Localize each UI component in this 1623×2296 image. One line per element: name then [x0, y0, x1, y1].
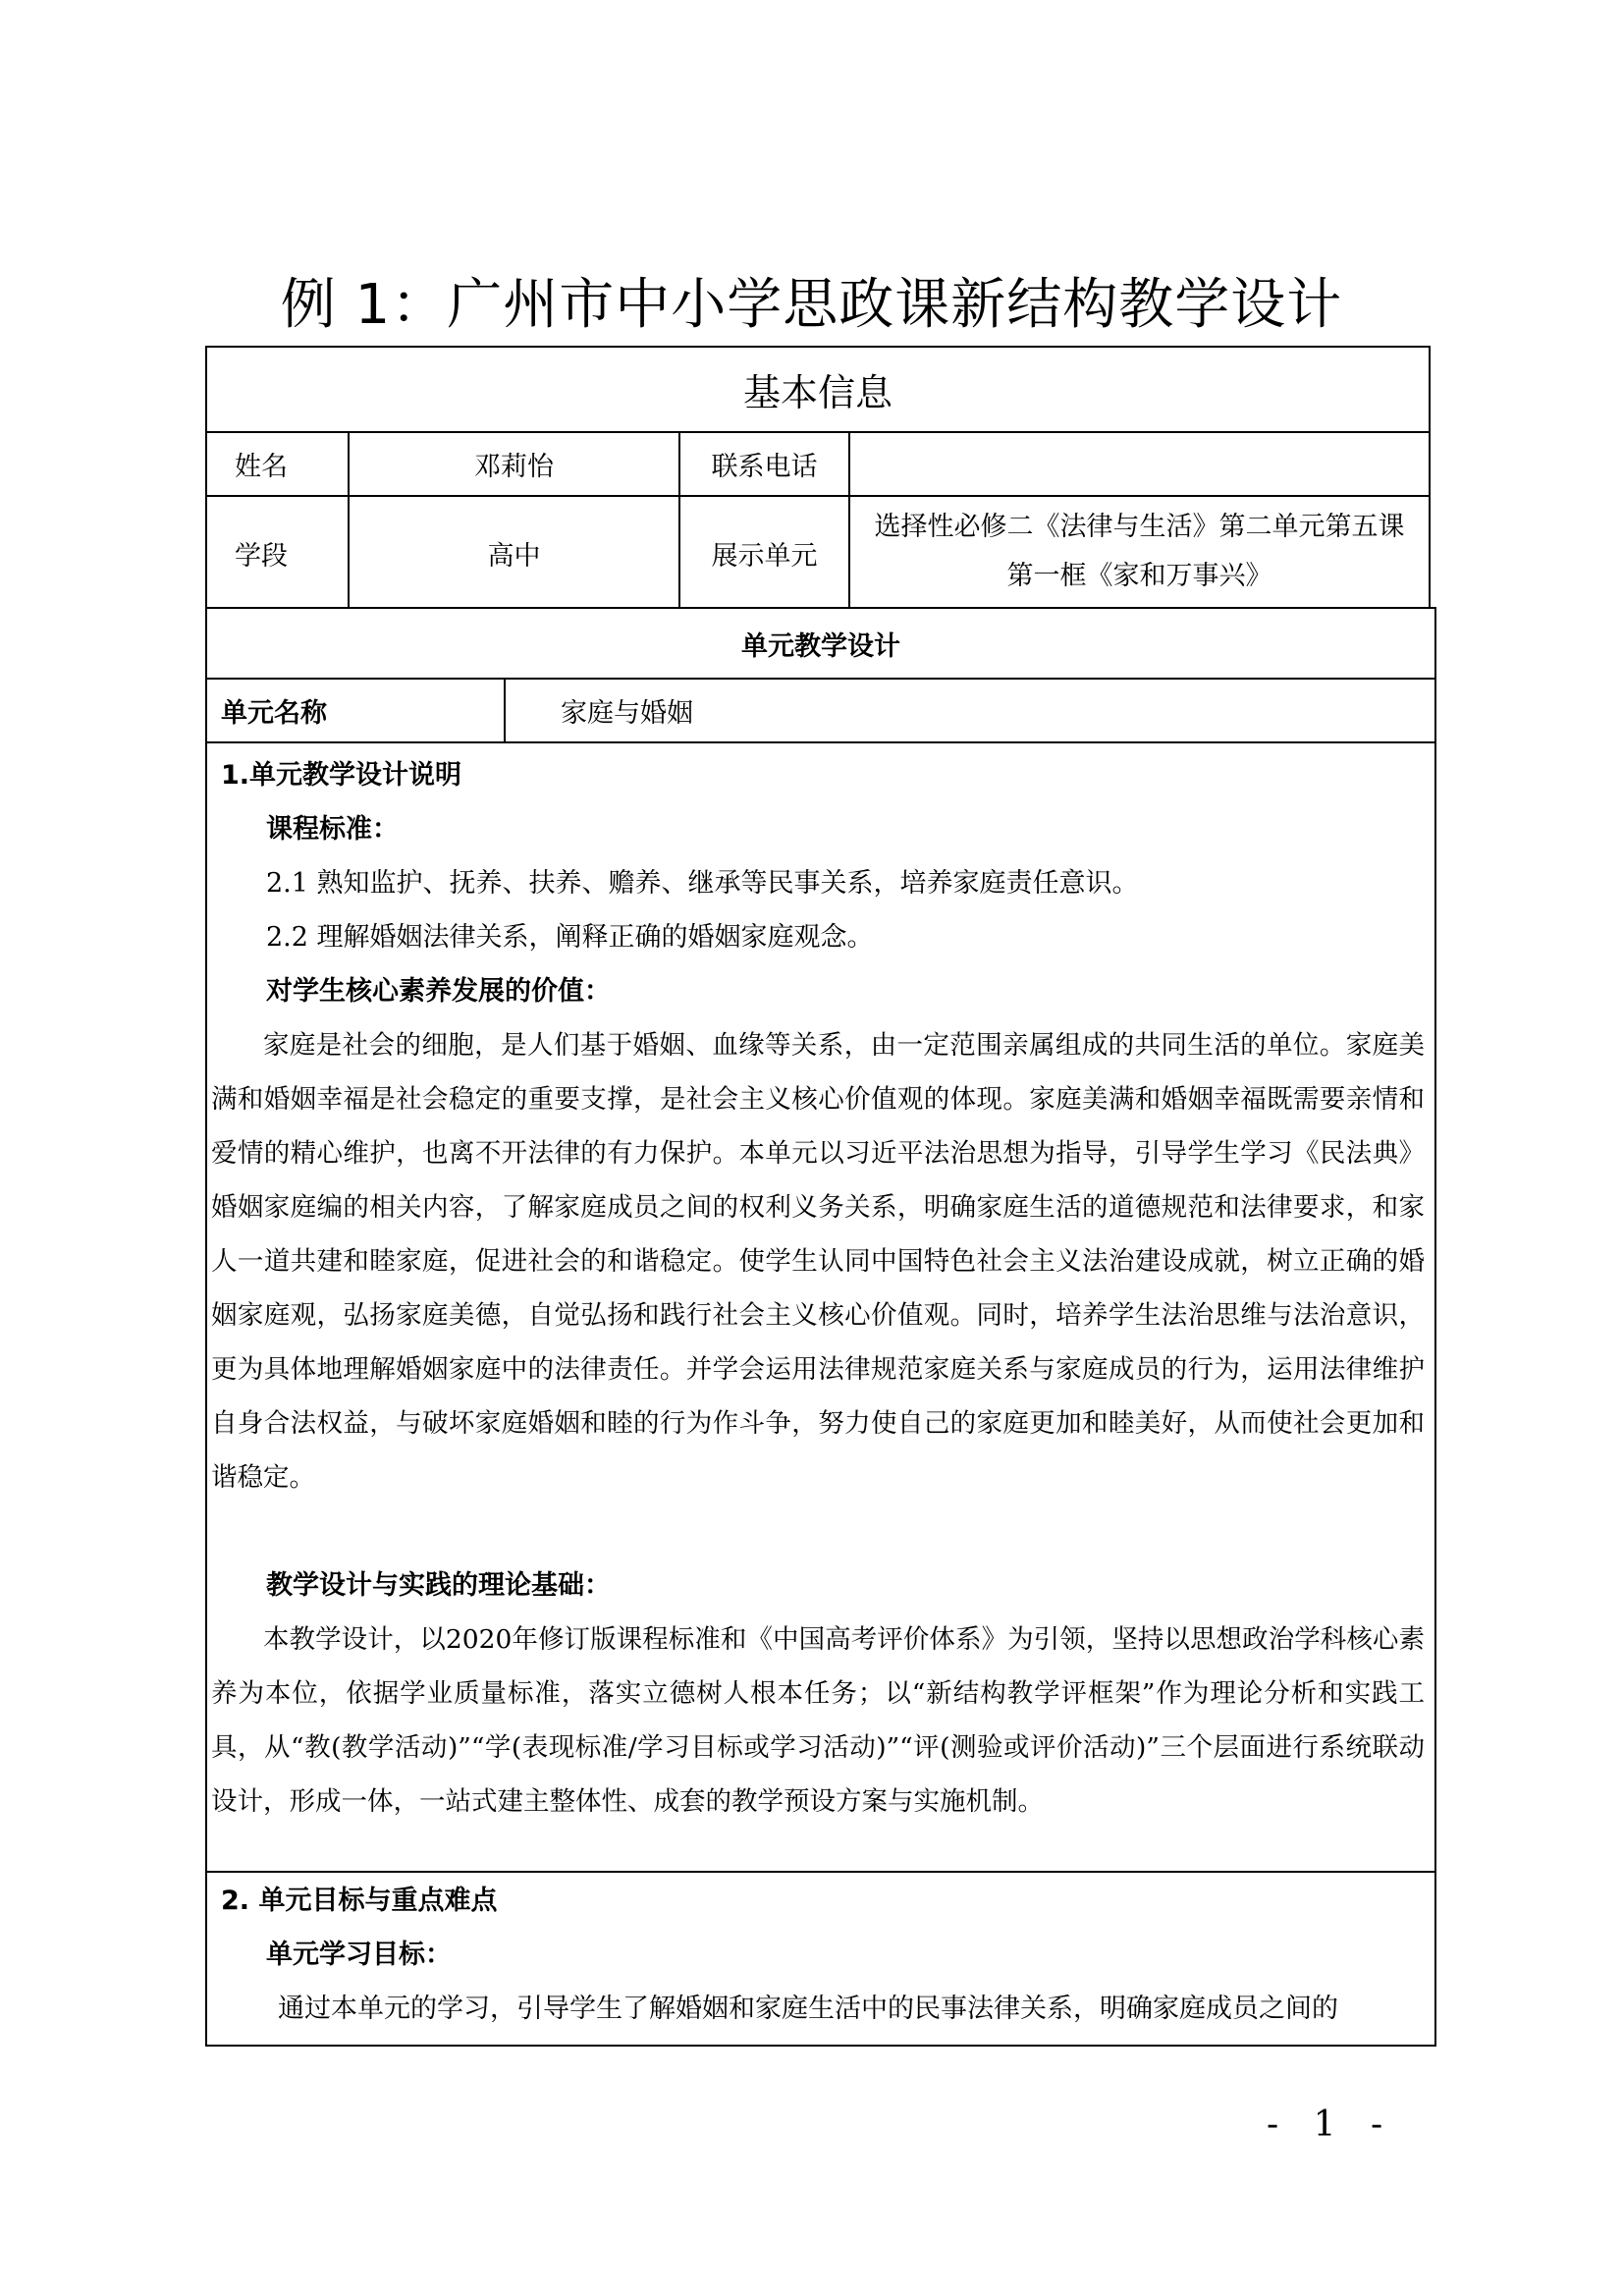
stage-label-text: 学段 [235, 540, 288, 572]
page-number: - 1 - [1267, 2105, 1395, 2145]
stage-value-text: 高中 [487, 540, 541, 572]
unit-design-heading: 单元教学设计 [741, 630, 900, 662]
standard-heading: 课程标准： [266, 814, 399, 845]
name-label [207, 433, 315, 495]
standard-item-2: 2.2 理解婚姻法律关系，阐释正确的婚姻家庭观念。 [266, 922, 874, 953]
phone-label [680, 433, 848, 495]
goal-paragraph: 通过本单元的学习，引导学生了解婚姻和家庭生活中的民事法律关系，明确家庭成员之间的 [278, 1994, 1338, 2024]
standard-item-1: 2.1 熟知监护、抚养、扶养、赡养、继承等民事关系，培养家庭责任意识。 [266, 868, 1139, 899]
theory-heading: 教学设计与实践的理论基础： [266, 1570, 611, 1601]
unit-value [850, 497, 1429, 609]
goal-heading: 单元学习目标： [266, 1940, 452, 1970]
phone-value [850, 433, 1429, 495]
value-heading: 对学生核心素养发展的价值： [266, 976, 611, 1007]
unit-name-value [561, 680, 1150, 741]
section2-title: 2. 单元目标与重点难点 [221, 1886, 498, 1916]
theory-paragraph: 本教学设计，以2020年修订版课程标准和《中国高考评价体系》为引领，坚持以思想政治学科核心素养为本位，依据学业质量标准，落实立德树人根本任务；以“新结构教学评框架”作为理论分析和实践工具，从“教(教学活动)”“学(表现标准/学习目标或学习活动)”“评(测验或评价活动)”三个层面进行系统联动设计，形成一体，一站式建主整体性、成套的教学预设方案与实施机制。 [211, 1624, 1425, 1817]
unit-label-text: 展示单元 [711, 540, 818, 572]
stage-label [207, 497, 315, 609]
phone-label-text: 联系电话 [711, 452, 818, 482]
value-paragraph: 家庭是社会的细胞，是人们基于婚姻、血缘等关系，由一定范围亲属组成的共同生活的单位。家庭美满和婚姻幸福是社会稳定的重要支撑，是社会主义核心价值观的体现。家庭美满和婚姻幸福既需要亲情和爱情的精心维护，也离不开法律的有力保护。本单元以习近平法治思想为指导，引导学生学习《民法典》婚姻家庭编的相关内容，了解家庭成员之间的权利义务关系，明确家庭生活的道德规范和法律要求，和家人一道共建和睦家庭，促进社会的和谐稳定。使学生认同中国特色社会主义法治建设成就，树立正确的婚姻家庭观，弘扬家庭美德，自觉弘扬和践行社会主义核心价值观。同时，培养学生法治思维与法治意识，更为具体地理解婚姻家庭中的法律责任。并学会运用法律规范家庭关系与家庭成员的行为，运用法律维护自身合法权益，与破坏家庭婚姻和睦的行为作斗争，努力使自己的家庭更加和睦美好，从而使社会更加和谐稳定。 [211, 1030, 1425, 1493]
unit-name-label-text: 单元名称 [221, 698, 327, 729]
unit-design-table [205, 607, 1436, 2047]
name-label-text: 姓名 [235, 452, 288, 482]
unit-label [680, 497, 848, 609]
basic-info-table [205, 346, 1431, 609]
document-title: 例 1：广州市中小学思政课新结构教学设计 [280, 273, 1343, 337]
section1-title: 1.单元教学设计说明 [221, 760, 462, 791]
name-value-text: 邓莉怡 [474, 452, 554, 482]
unit-value-line2: 第一框《家和万事兴》 [1006, 561, 1272, 591]
unit-name-value-text: 家庭与婚姻 [561, 698, 693, 729]
name-value [350, 433, 678, 495]
unit-name-label [221, 680, 496, 741]
basic-info-heading: 基本信息 [742, 371, 893, 414]
stage-value [350, 497, 678, 609]
unit-value-line1: 选择性必修二《法律与生活》第二单元第五课 [874, 512, 1405, 542]
